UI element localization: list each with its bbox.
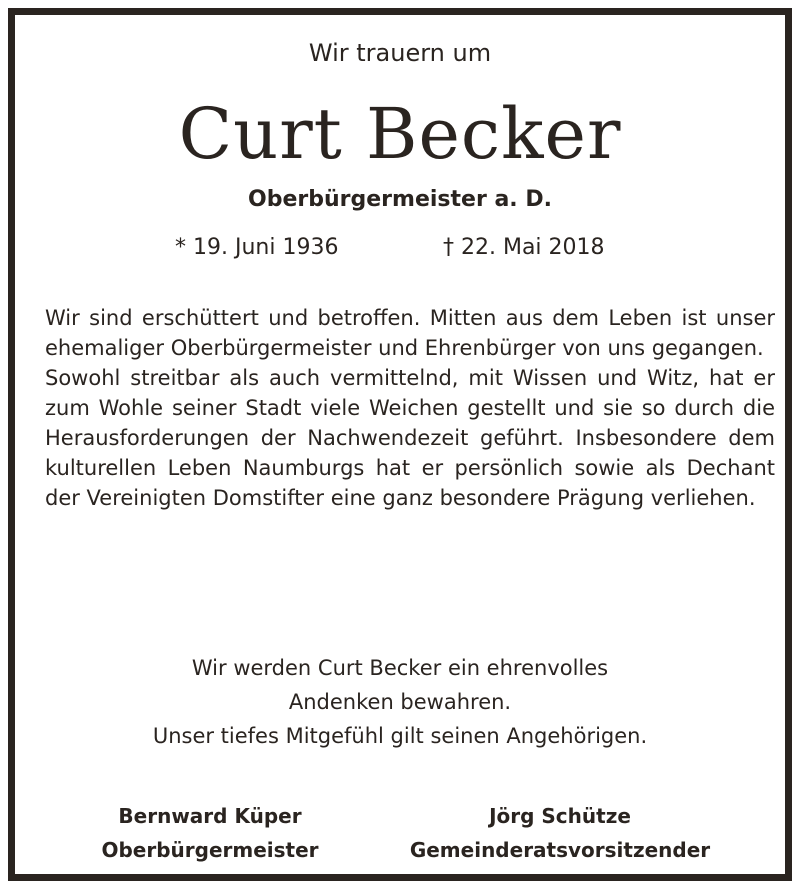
signer-mayor [75,799,345,867]
closing-line: Andenken bewahren. [288,690,512,714]
signer-council-chair [385,799,735,867]
tribute-paragraph: Wir sind erschüttert und betroffen. Mitten aus dem Leben ist unser ehemaliger Oberbürgermeister und Ehrenbürger von uns gegangen. [45,306,775,360]
signer-name: Jörg Schütze [489,804,631,828]
closing-line: Wir werden Curt Becker ein ehrenvolles [191,656,609,680]
closing-line: Unser tiefes Mitgefühl gilt seinen Angehörigen. [152,724,648,748]
deceased-title: Oberbürgermeister a. D. [248,187,552,212]
signer-name: Bernward Küper [118,804,302,828]
birth-date: * 19. Juni 1936 [175,235,339,260]
tribute-text [45,303,775,513]
life-dates [15,235,785,265]
signer-role: Gemeinderatsvorsitzender [409,838,711,862]
signer-role: Oberbürgermeister [101,838,319,862]
death-date: † 22. Mai 2018 [443,235,605,260]
tribute-paragraph: Sowohl streitbar als auch vermittelnd, mit Wissen und Witz, hat er zum Wohle seiner Stadt viele Weichen gestellt und sie so durch die Herausforderungen der Nachwendezeit geführt. Insbesondere dem kulturellen Leben Naumburgs hat er persönlich sowie als Dechant der Vereinigten Domstifter eine ganz besondere Prägung verliehen. [45,366,775,510]
intro-line: Wir trauern um [308,39,492,67]
obituary-notice [8,8,792,881]
closing-statement [15,651,785,753]
deceased-name: Curt Becker [178,93,622,175]
